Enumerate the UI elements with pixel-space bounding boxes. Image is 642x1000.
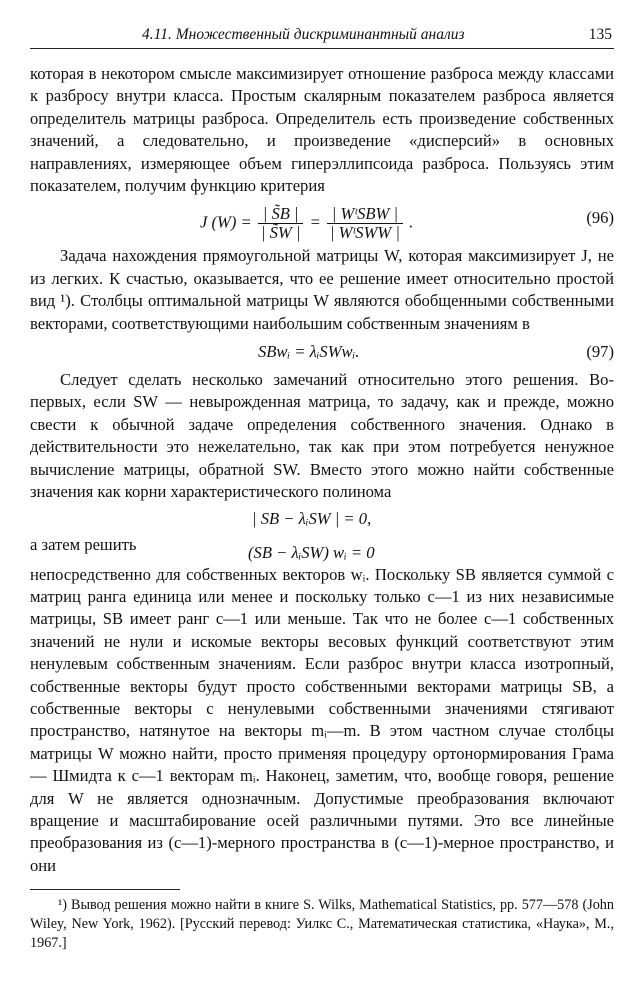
footnote-rule [30,889,180,890]
footnote [30,896,614,953]
fraction-2-denominator: | WᵗSWW | [329,223,400,243]
equation-96-period: . [409,212,414,232]
characteristic-equation-expression: | SB − λᵢSW | = 0, [252,508,372,528]
equation-96 [30,199,614,243]
equation-97-number: (97) [586,342,614,362]
fraction-1-numerator: | S̃B | [258,205,304,224]
main-text [30,63,614,877]
fraction-1 [258,205,304,242]
equation-96-lhs: J (W) = [200,212,252,232]
then-text: а затем решить [30,534,137,554]
equation-97-expression: SBwᵢ = λᵢSWwᵢ. [258,342,360,362]
equation-96-expression [200,205,413,242]
solve-equation [30,534,614,560]
characteristic-equation [30,508,614,532]
equals-sign: = [309,212,321,232]
paragraph-2: Задача нахождения прямоугольной матрицы W, которая максимизирует J, не из легких. К счастью, оказывается, что ее решение имеет относительно простой вид ¹). Столбцы оптимальной матрицы W являются обобщенными собственными векторами, соответствующими наибольшим собственным значениям в [30,246,614,333]
fraction-1-denominator: | S̃W | [260,223,301,243]
footnote-text: ¹) Вывод решения можно найти в книге S. Wilks, Mathematical Statistics, pp. 577—578 (John Wiley, New York, 1962). [Русский перевод: Уилкс С., Математическая статистика, «Наука», М., 1967.] [30,897,614,952]
running-header [30,22,614,49]
solve-equation-expression: (SB − λᵢSW) wᵢ = 0 [248,542,375,562]
equation-96-number: (96) [586,208,614,228]
page-number: 135 [588,26,612,43]
page [30,22,614,953]
chapter-title: 4.11. Множественный дискриминантный анализ [142,26,465,43]
paragraph-1: которая в некотором смысле максимизирует отношение разброса между классами к разбросу внутри класса. Простым скалярным показателем разброса является определитель матрицы разброса. Определитель есть произведение собственных значений, а следовательно, и произведение «дисперсий» в основных направлениях, измеряющее объем гиперэллипсоида разброса. Пользуясь этим показателем, получим функцию критерия [30,64,614,196]
fraction-2 [327,205,403,242]
equation-97 [30,337,614,367]
paragraph-3: Следует сделать несколько замечаний относительно этого решения. Во-первых, если SW — невырожденная матрица, то задачу, как и прежде, можно свести к обычной задаче определения собственного значения. Однако в действительности это нежелательно, так как при этом потребуется ненужное вычисление матрицы, обратной SW. Вместо этого можно найти собственные значения как корни характеристического полинома [30,370,614,502]
fraction-2-numerator: | WᵗSBW | [327,205,403,224]
paragraph-4: непосредственно для собственных векторов wᵢ. Поскольку SB является суммой c матриц ранга единица или менее и поскольку только c—1 из них независимые матрицы, SB имеет ранг c—1 или меньше. Так что не более c—1 собственных значений не нули и искомые векторы весовых функций соответствуют этим ненулевым собственным значениям. Если разброс внутри класса изотропный, собственные векторы будут просто собственными векторами матрицы SB, а собственные векторы с ненулевыми собственными значениями стягивают пространство, натянутое на векторы mᵢ—m. В этом частном случае столбцы матрицы W можно найти, просто применяя процедуру ортонормирования Грама — Шмидта к c—1 векторам mᵢ. Наконец, заметим, что, вообще говоря, решение для W не является однозначным. Допустимые преобразования включают вращение и масштабирование осей различными путями. Это все линейные преобразования из (c—1)-мерного пространства в (c—1)-мерное пространство, и они [30,564,614,875]
